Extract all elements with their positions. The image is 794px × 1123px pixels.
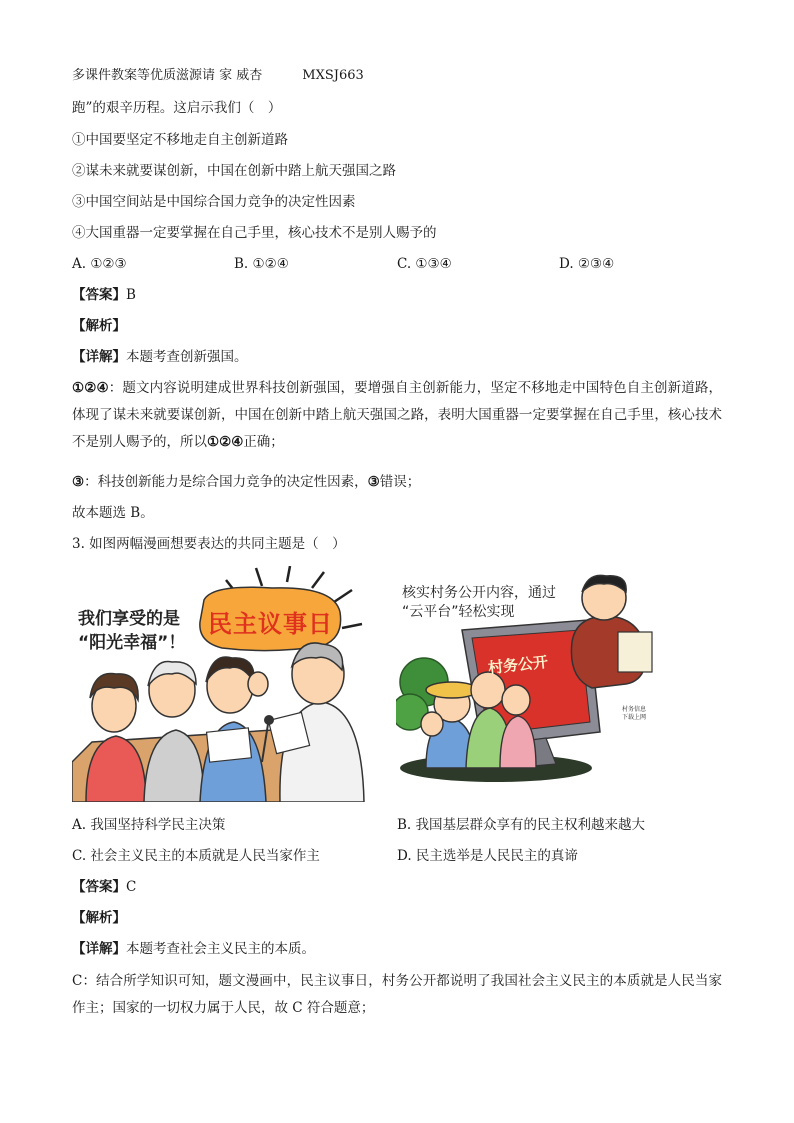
q2-explain-1 <box>72 375 722 456</box>
q3-detail <box>72 939 315 959</box>
q2-detail-text: 本题考查创新强国。 <box>126 349 248 365</box>
q2-detail <box>72 347 248 367</box>
comic-democracy-day-art <box>72 566 368 802</box>
header-source: 多课件教案等优质滋源请 家 威杏 <box>72 68 263 83</box>
q2-answer-label: 【答案】 <box>72 287 126 303</box>
q2-stem-tail: 跑”的艰辛历程。这启示我们（ ） <box>72 100 282 116</box>
q2-statement-4: ④大国重器一定要掌握在自己手里，核心技术不是别人赐予的 <box>72 225 437 241</box>
q2-explain-1-text: ：题文内容说明建成世界科技创新强国，要增强自主创新能力，坚定不移地走中国特色自主创新道路，体现了谋未来就要谋创新，中国在创新中踏上航天强国之路，表明大国重器一定要掌握在自己手里，核心技术不是别人赐予的，所以 <box>72 380 722 450</box>
q2-explain-2 <box>72 472 420 492</box>
q2-explain-2-end: 错误； <box>379 474 421 490</box>
q2-detail-label: 【详解】 <box>72 349 126 365</box>
q2-option-d: D. ②③④ <box>559 256 615 272</box>
q3-answer-value: C <box>126 879 137 895</box>
q3-detail-label: 【详解】 <box>72 941 126 957</box>
q2-statement-1: ①中国要坚定不移地走自主创新道路 <box>72 132 288 148</box>
comic-right-screen: 村务公开 <box>487 652 549 678</box>
q3-option-d: D. 民主选举是人民民主的真谛 <box>397 848 578 864</box>
comic-left-sign: 民主议事日 <box>208 610 333 638</box>
q2-explain-2-text: ：科技创新能力是综合国力竞争的决定性因素， <box>84 474 368 490</box>
comic-left-speech: 我们享受的是 <box>78 609 180 629</box>
q3-answer-label: 【答案】 <box>72 879 126 895</box>
comic-right-caption-2: “云平台”轻松实现 <box>402 604 515 620</box>
header-code: MXSJ663 <box>302 68 364 83</box>
q2-explain-2-mark: ③ <box>367 474 380 490</box>
q2-explain-1-lead: ①②④ <box>72 380 109 396</box>
comic-right-caption-1: 核实村务公开内容，通过 <box>402 585 556 601</box>
q2-explain-1-end: 正确； <box>243 434 284 450</box>
q2-answer-value: B <box>126 287 136 303</box>
comic-right-paper: 村务信息 下载上网 <box>622 706 647 721</box>
q3-stem: 3. 如图两幅漫画想要表达的共同主题是（ ） <box>72 536 346 552</box>
q3-explain: C：结合所学知识可知，题文漫画中，民主议事日，村务公开都说明了我国社会主义民主的本质就是人民当家作主；国家的一切权力属于人民，故 C 符合题意； <box>72 973 722 1016</box>
q3-option-b: B. 我国基层群众享有的民主权利越来越大 <box>397 817 646 833</box>
q2-option-b: B. ①②④ <box>234 256 289 272</box>
q3-option-c: C. 社会主义民主的本质就是人民当家作主 <box>72 848 320 864</box>
comic-village-affairs <box>396 572 660 790</box>
q2-conclusion: 故本题选 B。 <box>72 505 154 521</box>
q2-explain-2-lead: ③ <box>72 474 85 490</box>
comic-left-speech-2: “阳光幸福”！ <box>78 633 186 653</box>
q3-answer <box>72 877 136 897</box>
q3-detail-text: 本题考查社会主义民主的本质。 <box>126 941 315 957</box>
q3-option-a: A. 我国坚持科学民主决策 <box>72 817 226 833</box>
q2-answer <box>72 285 136 305</box>
page-header <box>72 66 364 86</box>
q2-option-c: C. ①③④ <box>397 256 452 272</box>
q3-analysis-label: 【解析】 <box>72 910 126 926</box>
comic-democracy-day <box>72 566 368 802</box>
q2-statement-2: ②谋未来就要谋创新，中国在创新中踏上航天强国之路 <box>72 163 396 179</box>
q2-statement-3: ③中国空间站是中国综合国力竞争的决定性因素 <box>72 194 356 210</box>
q2-analysis-label: 【解析】 <box>72 318 126 334</box>
q2-option-a: A. ①②③ <box>72 256 127 272</box>
q2-explain-1-mark: ①②④ <box>207 434 244 450</box>
